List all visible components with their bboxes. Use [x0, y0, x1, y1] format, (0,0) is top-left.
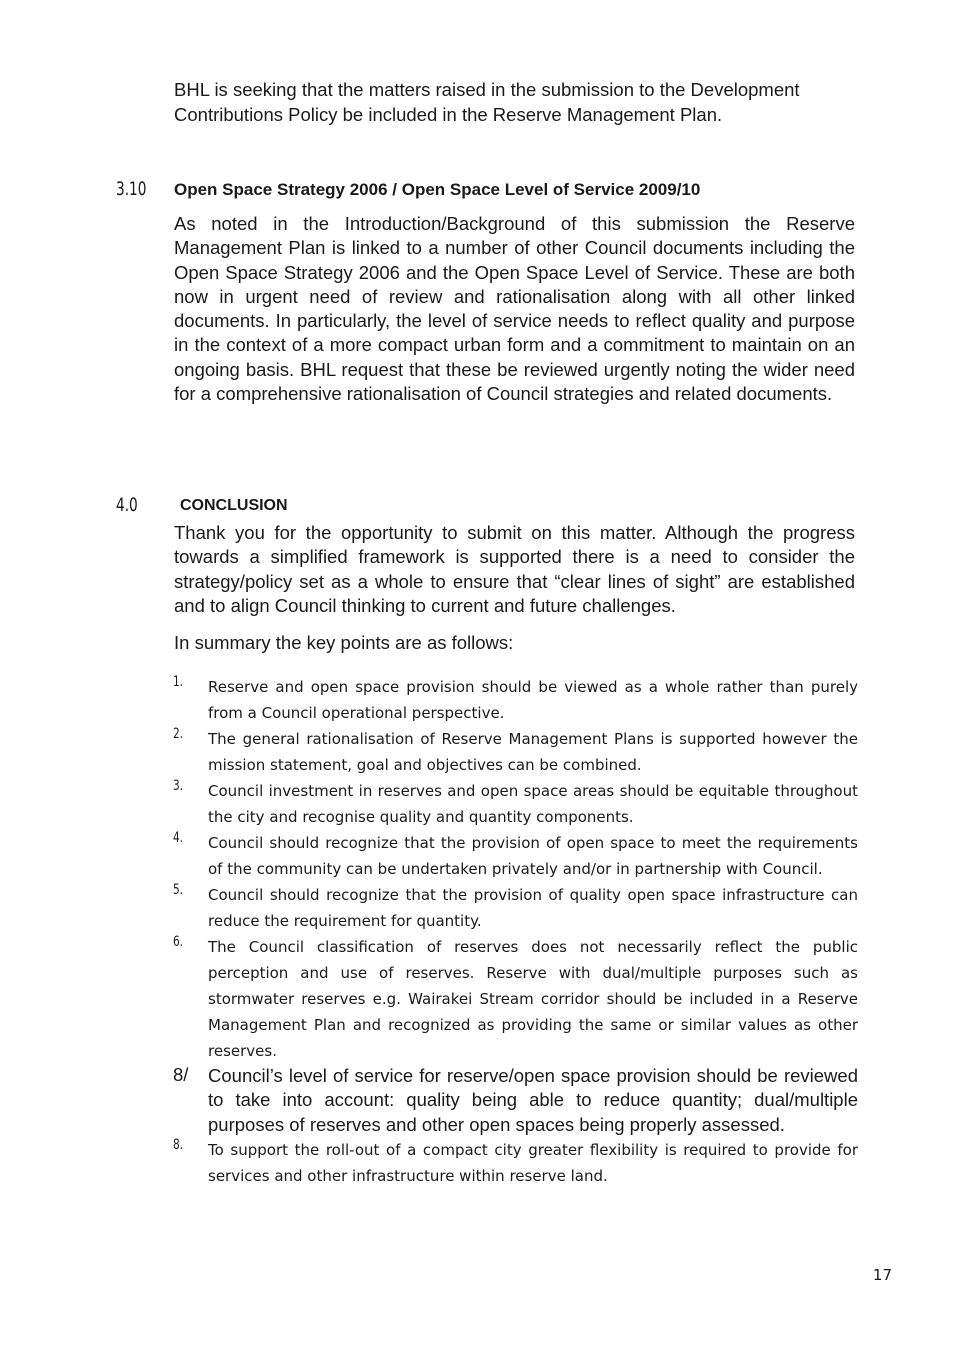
list-item	[170, 882, 858, 934]
section-4-0-heading: CONCLUSION	[180, 497, 288, 514]
list-item	[170, 674, 858, 726]
intro-paragraph: BHL is seeking that the matters raised in the submission to the Development Contributions Policy be included in the Reserve Management Plan.	[174, 79, 800, 125]
list-item-number: 8/	[173, 1064, 189, 1085]
list-item-number: 8.	[173, 1136, 184, 1153]
list-item-text: Council investment in reserves and open space areas should be equitable throughout the city and recognise quality and quantity components.	[208, 782, 858, 826]
list-item-number: 6.	[173, 934, 184, 950]
list-item-text: Council should recognize that the provision of open space to meet the requirements of the community can be undertaken privately and/or in partnership with Council.	[208, 834, 858, 878]
summary-intro: In summary the key points are as follows:	[174, 632, 514, 653]
list-item-text: The general rationalisation of Reserve Management Plans is supported however the mission statement, goal and objectives can be combined.	[208, 730, 858, 774]
list-item	[170, 934, 858, 1064]
list-item	[170, 1137, 858, 1189]
list-item-text: Council’s level of service for reserve/open space provision should be reviewed to take into account: quality being able to reduce quantity; dual/multiple purposes of reserves and other open spaces being properly assessed.	[208, 1065, 858, 1135]
section-3-10-paragraph: As noted in the Introduction/Background of this submission the Reserve Management Plan is linked to a number of other Council documents including the Open Space Strategy 2006 and the Open Space Level of Service. These are both now in urgent need of review and rationalisation along with all other linked documents. In particularly, the level of service needs to reflect quality and purpose in the context of a more compact urban form and a commitment to maintain on an ongoing basis. BHL request that these be reviewed urgently noting the wider need for a comprehensive rationalisation of Council strategies and related documents.	[174, 213, 855, 405]
key-points-list	[170, 674, 858, 1189]
list-item-number: 3.	[173, 778, 184, 794]
section-3-10-number: 3.10	[116, 178, 147, 200]
list-item-number: 1.	[173, 674, 184, 690]
section-4-0-number: 4.0	[116, 494, 138, 516]
list-item-text: Reserve and open space provision should be viewed as a whole rather than purely from a Council operational perspective.	[208, 678, 858, 722]
list-item-number: 5.	[173, 882, 184, 898]
list-item	[170, 726, 858, 778]
list-item	[170, 830, 858, 882]
page-number: 17	[872, 1266, 892, 1284]
list-item-number: 4.	[173, 830, 184, 846]
list-item-text: Council should recognize that the provision of quality open space infrastructure can reduce the requirement for quantity.	[208, 886, 858, 930]
list-item-number: 2.	[173, 726, 184, 742]
conclusion-paragraph: Thank you for the opportunity to submit on this matter. Although the progress towards a simplified framework is supported there is a need to consider the strategy/policy set as a whole to ensure that “clear lines of sight” are established and to align Council thinking to current and future challenges.	[174, 522, 855, 616]
list-item	[170, 1064, 858, 1137]
list-item	[170, 778, 858, 830]
list-item-text: To support the roll-out of a compact city greater flexibility is required to provide for services and other infrastructure within reserve land.	[208, 1140, 858, 1185]
list-item-text: The Council classification of reserves does not necessarily reflect the public perception and use of reserves. Reserve with dual/multiple purposes such as stormwater reserves e.g. Wairakei Stream corridor should be included in a Reserve Management Plan and recognized as providing the same or similar values as other reserves.	[208, 938, 858, 1060]
section-3-10-heading: Open Space Strategy 2006 / Open Space Level of Service 2009/10	[174, 180, 701, 199]
